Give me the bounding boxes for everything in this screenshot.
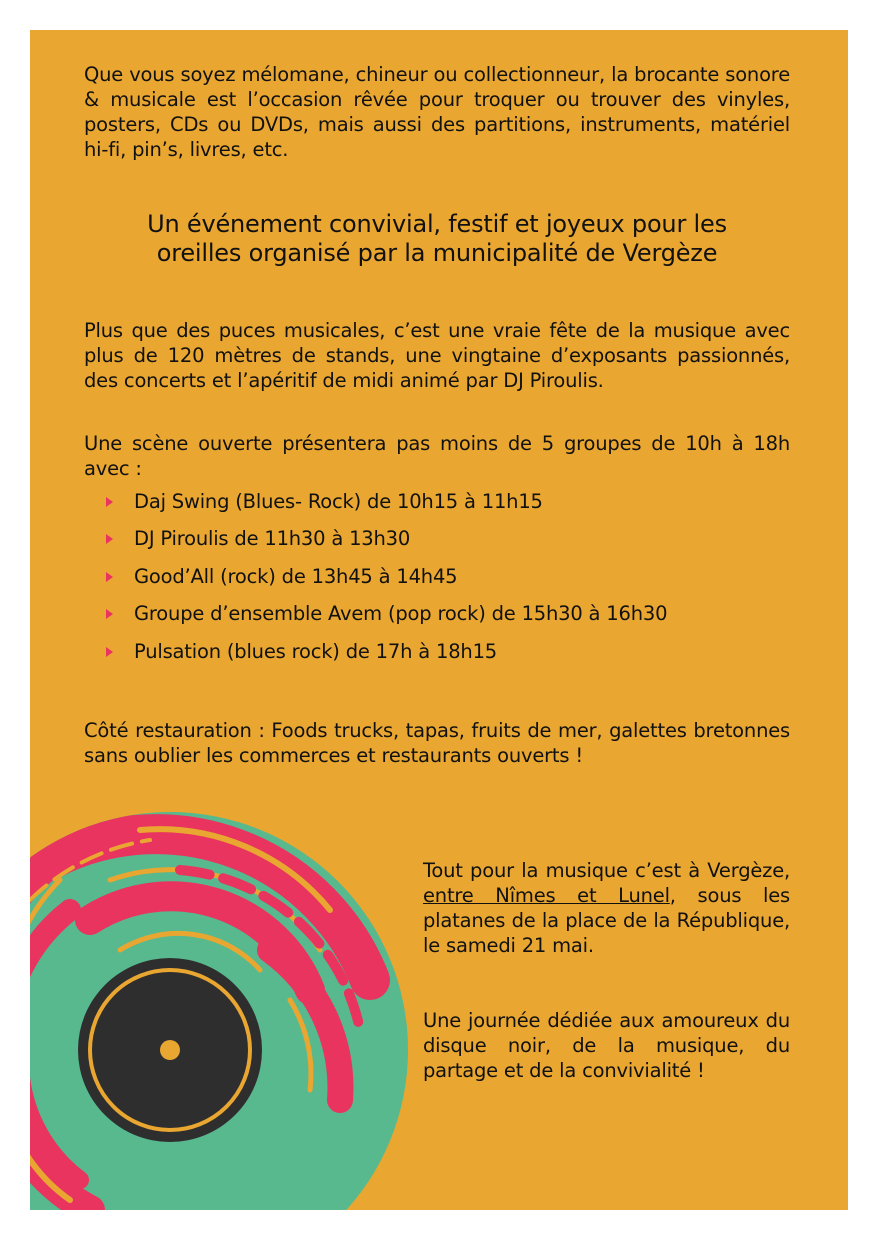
group-detail: de 11h30 à 13h30 — [228, 527, 411, 551]
list-item — [102, 639, 792, 676]
description-paragraph: Plus que des puces musicales, c’est une vraie fête de la musique avec plus de 120 mètres de stands, une vingtaine d’exposants passionnés, des concerts et l’apéritif de midi animé par DJ Piroulis. — [84, 319, 790, 392]
list-item — [102, 564, 792, 601]
location-link: entre Nîmes et Lunel — [423, 884, 670, 907]
event-heading — [84, 210, 790, 268]
group-detail: (blues rock) de 17h à 18h15 — [220, 639, 497, 663]
flyer-panel — [30, 30, 848, 1210]
group-name: Good’All — [134, 564, 215, 588]
group-name: DJ Piroulis — [134, 527, 229, 551]
event-heading-line-2: oreilles organisé par la municipalité de Vergèze — [156, 239, 718, 267]
group-name: Pulsation — [134, 639, 221, 663]
location-text-before: Tout pour la musique c’est à Vergèze, — [423, 859, 790, 882]
list-item — [102, 601, 792, 638]
groups-list — [102, 489, 792, 676]
group-name: Groupe d’ensemble Avem — [134, 602, 382, 626]
location-paragraph — [423, 858, 790, 958]
restauration-text: : Foods trucks, tapas, fruits de mer, galettes bretonnes sans oublier les commerces et restaurants ouverts ! — [84, 719, 790, 767]
restauration-paragraph — [84, 718, 790, 768]
intro-paragraph: Que vous soyez mélomane, chineur ou collectionneur, la brocante sonore & musicale est l’occasion rêvée pour troquer ou trouver des vinyles, posters, CDs ou DVDs, mais aussi des partitions, instruments, matériel hi-fi, pin’s, livres, etc. — [84, 63, 790, 161]
list-item — [102, 526, 792, 563]
group-name: Daj Swing — [134, 490, 230, 513]
group-detail: (pop rock) de 15h30 à 16h30 — [381, 602, 668, 626]
list-item — [102, 489, 792, 526]
bullet-arrow-icon — [106, 647, 113, 657]
bullet-arrow-icon — [106, 534, 113, 544]
vinyl-record-icon — [30, 800, 410, 1210]
bullet-arrow-icon — [106, 497, 113, 507]
closing-paragraph: Une journée dédiée aux amoureux du disque noir, de la musique, du partage et de la convivialité ! — [423, 1009, 790, 1082]
group-detail: (rock) de 13h45 à 14h45 — [214, 564, 458, 588]
bullet-arrow-icon — [106, 572, 113, 582]
bullet-arrow-icon — [106, 609, 113, 619]
location-text-after: , sous les platanes de la place de la République, le samedi 21 mai. — [423, 884, 791, 957]
group-detail: (Blues- Rock) de 10h15 à 11h15 — [229, 490, 543, 513]
event-heading-line-1: Un événement convivial, festif et joyeux pour les — [147, 210, 727, 238]
restauration-label: Côté restauration — [84, 719, 252, 742]
stage-paragraph: Une scène ouverte présentera pas moins de 5 groupes de 10h à 18h avec : — [84, 432, 790, 480]
